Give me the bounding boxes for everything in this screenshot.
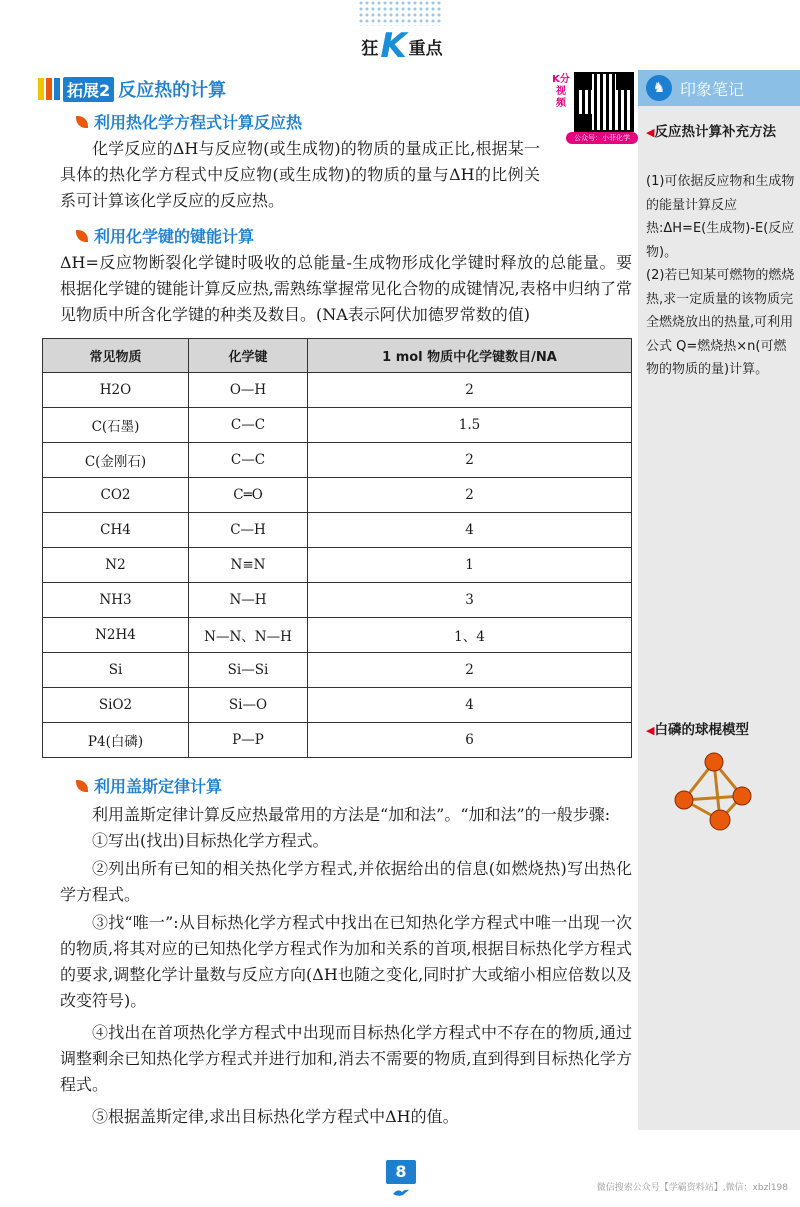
table-row	[43, 513, 632, 548]
table-header: 化学键	[189, 339, 308, 373]
table-header-row	[43, 339, 632, 373]
subsection-title-3: 利用盖斯定律计算	[76, 774, 222, 797]
subsection-title-2: 利用化学键的键能计算	[76, 224, 254, 247]
step-1: ①写出(找出)目标热化学方程式。	[92, 831, 329, 850]
triangle-icon: ◀	[646, 126, 655, 139]
table-cell: N—N、N—H	[189, 618, 308, 653]
note2-title: ◀白磷的球棍模型	[646, 722, 749, 738]
table-row	[43, 723, 632, 758]
table-cell: 4	[308, 513, 632, 548]
table-cell: Si—Si	[189, 653, 308, 688]
table-cell: 3	[308, 583, 632, 618]
table-row	[43, 478, 632, 513]
triangle-icon: ◀	[646, 724, 655, 737]
table-header: 1 mol 物质中化学键数目/NA	[308, 339, 632, 373]
table-cell: SiO2	[43, 688, 189, 723]
table-cell: 1.5	[308, 408, 632, 443]
step-2: ②列出所有已知的相关热化学方程式,并依据给出的信息(如燃烧热)写出热化学方程式。	[60, 859, 632, 904]
table-cell: C(金刚石)	[43, 443, 189, 478]
note1-body: (1)可依据反应物和生成物的能量计算反应热:ΔH=E(生成物)-E(反应物)。 (2)若已知某可燃物的燃烧热,求一定质量的该物质完全燃烧放出的热量,可利用公式 Q=燃烧热×n(可燃物的物质的量)计算。	[646, 174, 795, 377]
table-row	[43, 373, 632, 408]
video-label: K分视频	[552, 74, 570, 109]
table-cell: 1	[308, 548, 632, 583]
table-row	[43, 688, 632, 723]
step-3: ③找“唯一”:从目标热化学方程式中找出在已知热化学方程式中唯一出现一次的物质,将其对应的已知热化学方程式作为加和关系的首项,根据目标热化学方程式的要求,调整化学计量数与反应方向(ΔH也随之变化,同时扩大或缩小相应倍数以及改变符号)。	[60, 913, 632, 1010]
table-cell: C—C	[189, 408, 308, 443]
brand-left: 狂	[361, 38, 379, 59]
table-cell: Si	[43, 653, 189, 688]
table-cell: N2H4	[43, 618, 189, 653]
table-row	[43, 653, 632, 688]
table-cell: O—H	[189, 373, 308, 408]
table-cell: H2O	[43, 373, 189, 408]
table-cell: 2	[308, 478, 632, 513]
table-row	[43, 618, 632, 653]
step-4: ④找出在首项热化学方程式中出现而目标热化学方程式中不存在的物质,通过调整剩余已知热化学方程式并进行加和,消去不需要的物质,直到得到目标热化学方程式。	[60, 1023, 632, 1094]
table-cell: P—P	[189, 723, 308, 758]
brand-logo	[352, 26, 452, 66]
paragraph-3: 利用盖斯定律计算反应热最常用的方法是“加和法”。“加和法”的一般步骤:	[92, 805, 611, 824]
paragraph-1: 化学反应的ΔH与反应物(或生成物)的物质的量成正比,根据某一具体的热化学方程式中反应物(或生成物)的物质的量与ΔH的比例关系可计算该化学反应的反应热。	[60, 139, 540, 210]
footer-note: 微信搜索公众号【学霸资料站】,微信：xbzl198	[596, 1183, 788, 1193]
table-cell: 6	[308, 723, 632, 758]
leaf-icon	[76, 780, 88, 792]
section-title: 反应热的计算	[118, 80, 227, 101]
table-cell: 1、4	[308, 618, 632, 653]
bird-icon	[392, 1186, 410, 1198]
header-dot-pattern	[358, 0, 442, 26]
table-cell: P4(白磷)	[43, 723, 189, 758]
table-header: 常见物质	[43, 339, 189, 373]
table-cell: C—H	[189, 513, 308, 548]
table-cell: C═O	[189, 478, 308, 513]
table-row	[43, 583, 632, 618]
elephant-icon: ♞	[646, 75, 672, 101]
qr-caption: 公众号：小菲化学	[566, 132, 638, 144]
table-cell: 2	[308, 373, 632, 408]
table-cell: N—H	[189, 583, 308, 618]
brand-right: 重点	[408, 38, 443, 59]
leaf-icon	[76, 116, 88, 128]
note1-title: ◀反应热计算补充方法	[646, 124, 776, 140]
section-tag: 拓展2	[63, 77, 114, 102]
table-row	[43, 408, 632, 443]
table-cell: Si—O	[189, 688, 308, 723]
table-cell: 2	[308, 653, 632, 688]
section-color-bars	[38, 78, 60, 100]
qr-code-icon[interactable]	[574, 72, 634, 132]
table-cell: CO2	[43, 478, 189, 513]
bond-table	[42, 338, 632, 758]
table-cell: N2	[43, 548, 189, 583]
qr-code-block[interactable]	[552, 72, 636, 144]
white-phosphorus-model-icon	[662, 748, 762, 838]
table-cell: 2	[308, 443, 632, 478]
subsection-title-1: 利用热化学方程式计算反应热	[76, 110, 302, 133]
table-cell: CH4	[43, 513, 189, 548]
table-cell: 4	[308, 688, 632, 723]
table-cell: C—C	[189, 443, 308, 478]
step-5: ⑤根据盖斯定律,求出目标热化学方程式中ΔH的值。	[92, 1107, 459, 1126]
leaf-icon	[76, 230, 88, 242]
table-cell: C(石墨)	[43, 408, 189, 443]
table-row	[43, 548, 632, 583]
table-cell: NH3	[43, 583, 189, 618]
page-number: 8	[386, 1160, 416, 1184]
brand-k: K	[380, 26, 407, 66]
section-heading	[38, 76, 226, 102]
paragraph-2: ΔH=反应物断裂化学键时吸收的总能量-生成物形成化学键时释放的总能量。要根据化学键的键能计算反应热,需熟练掌握常见化合物的成键情况,表格中归纳了常见物质中所含化学键的种类及数目。(NA表示阿伏加德罗常数的值)	[60, 253, 632, 324]
table-row	[43, 443, 632, 478]
sidebar-header: ♞ 印象笔记	[638, 70, 800, 106]
table-cell: N≡N	[189, 548, 308, 583]
